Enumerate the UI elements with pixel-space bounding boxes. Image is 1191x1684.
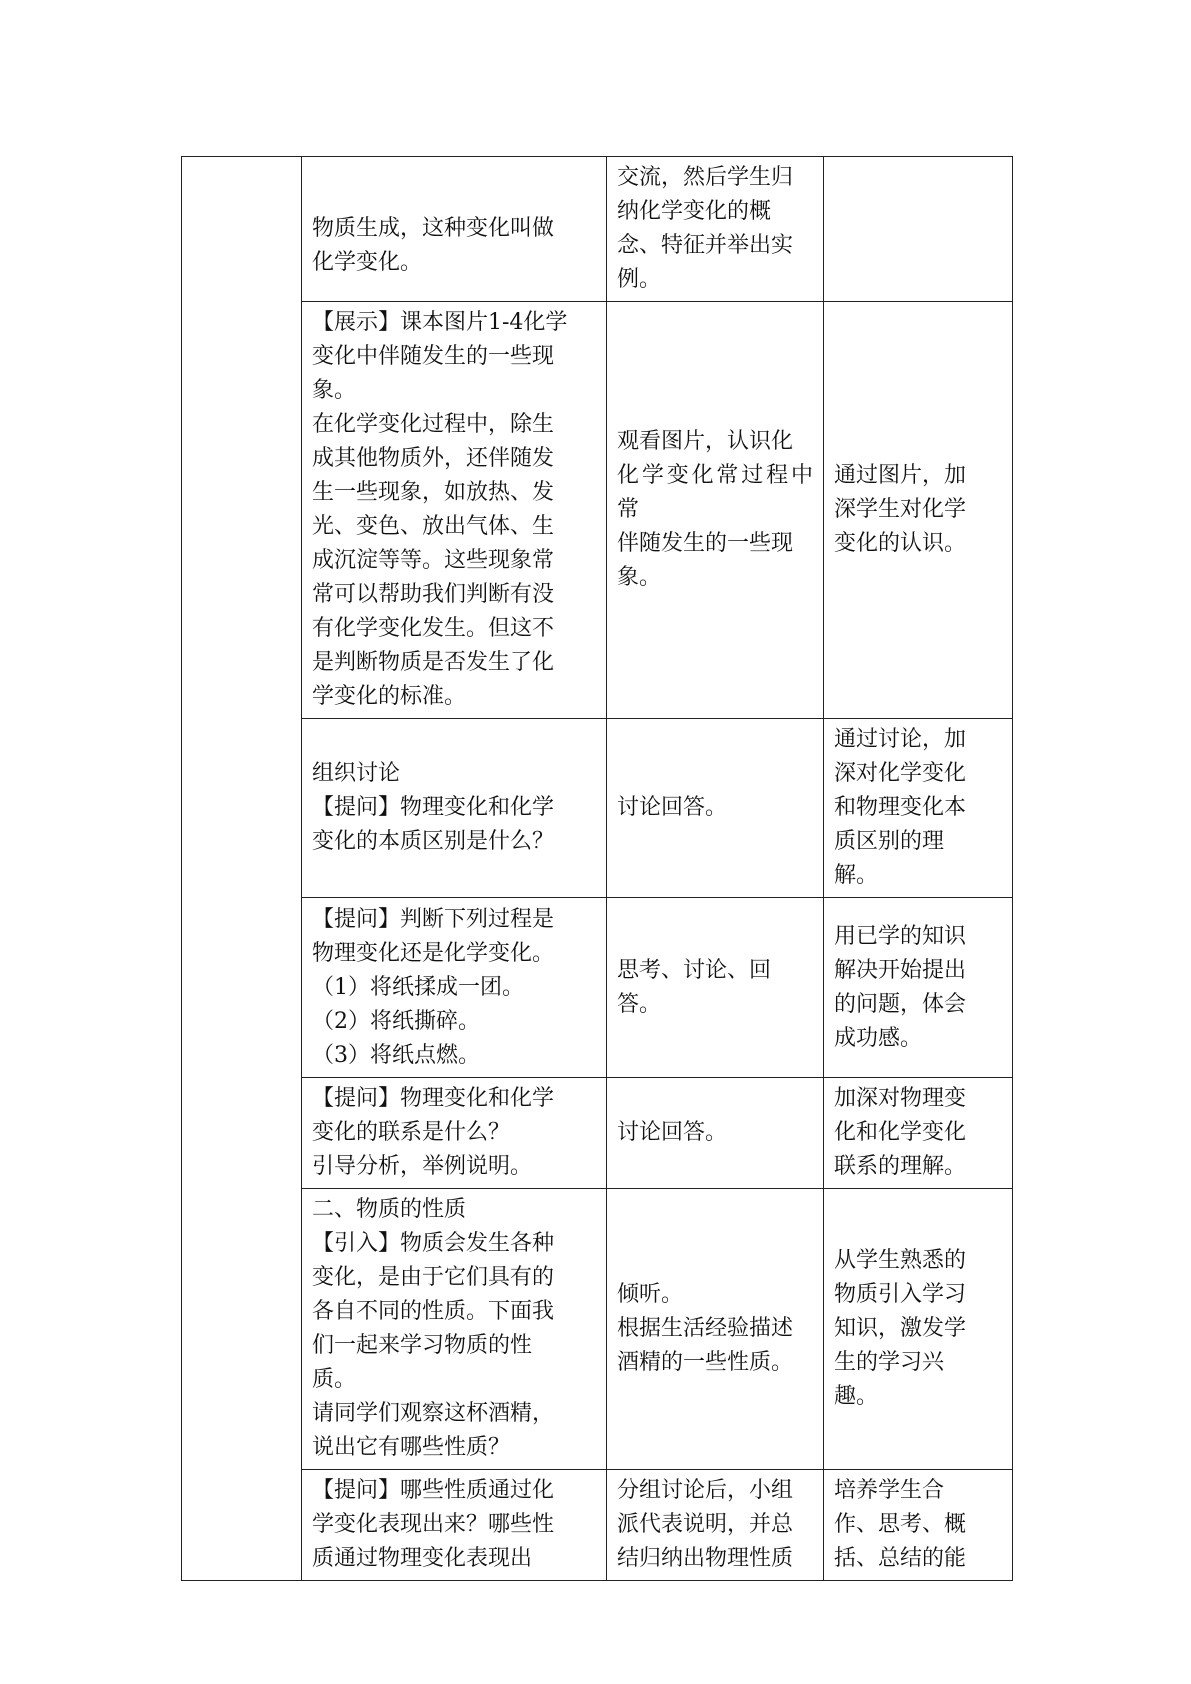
- student-activity-cell: [607, 1470, 824, 1581]
- table-row: [182, 898, 1013, 1078]
- teacher-activity-cell: [302, 1189, 607, 1470]
- design-intent-cell: [824, 1470, 1013, 1581]
- design-intent-text: 加深对物理变 化和化学变化 联系的理解。: [834, 1086, 967, 1179]
- teacher-activity-text: 二、物质的性质 【引入】物质会发生各种 变化，是由于它们具有的 各自不同的性质。下面我 们一起来学习物质的性 质。 请同学们观察这杯酒精， 说出它有哪些性质？: [312, 1197, 555, 1460]
- design-intent-cell: [824, 898, 1013, 1078]
- design-intent-cell: [824, 157, 1013, 302]
- student-activity-cell: [607, 1078, 824, 1189]
- student-activity-text: 倾听。 根据生活经验描述 酒精的一些性质。: [617, 1282, 794, 1375]
- stage-column-cell: [182, 157, 302, 1581]
- design-intent-text: 通过图片，加 深学生对化学 变化的认识。: [834, 463, 967, 556]
- design-intent-text: 培养学生合 作、思考、概 括、总结的能: [834, 1478, 967, 1571]
- student-activity-text: 观看图片，认识化 化学变化常过程中常 伴随发生的一些现 象。: [617, 429, 813, 590]
- student-activity-cell: [607, 1189, 824, 1470]
- teacher-activity-cell: [302, 719, 607, 898]
- design-intent-text: 用已学的知识 解决开始提出 的问题，体会 成功感。: [834, 923, 967, 1051]
- teacher-activity-text: 【展示】课本图片1-4化学 变化中伴随发生的一些现 象。 在化学变化过程中，除生 成其他物质外，还伴随发 生一些现象，如放热、发 光、变色、放出气体、生 成沉淀等等。这些现象常 常可以帮助我们判断有没 有化学变化发生。但这不 是判断物质是否发生了化 学变化的标准。: [312, 310, 568, 709]
- teacher-activity-text: 【提问】判断下列过程是 物理变化还是化学变化。 （1）将纸揉成一团。 （2）将纸撕碎。 （3）将纸点燃。: [312, 906, 555, 1068]
- teacher-activity-cell: [302, 898, 607, 1078]
- student-activity-text: 分组讨论后，小组 派代表说明，并总 结归纳出物理性质: [617, 1478, 794, 1571]
- student-activity-cell: [607, 719, 824, 898]
- design-intent-cell: [824, 1078, 1013, 1189]
- design-intent-cell: [824, 302, 1013, 719]
- student-activity-text: 讨论回答。: [617, 795, 728, 820]
- student-activity-cell: [607, 302, 824, 719]
- design-intent-text: 从学生熟悉的 物质引入学习 知识，激发学 生的学习兴 趣。: [834, 1248, 967, 1409]
- student-activity-cell: [607, 157, 824, 302]
- table-row: [182, 1470, 1013, 1581]
- teacher-activity-cell: [302, 1470, 607, 1581]
- table-row: [182, 1189, 1013, 1470]
- table-row: [182, 1078, 1013, 1189]
- design-intent-text: 通过讨论，加 深对化学变化 和物理变化本 质区别的理 解。: [834, 727, 967, 888]
- student-activity-text: 交流，然后学生归 纳化学变化的概 念、特征并举出实 例。: [617, 165, 794, 292]
- design-intent-cell: [824, 719, 1013, 898]
- teacher-activity-cell: [302, 302, 607, 719]
- table-row: [182, 302, 1013, 719]
- design-intent-cell: [824, 1189, 1013, 1470]
- student-activity-cell: [607, 898, 824, 1078]
- lesson-plan-table: [181, 156, 1013, 1581]
- teacher-activity-text: 物质生成，这种变化叫做 化学变化。: [312, 216, 555, 275]
- teacher-activity-text: 组织讨论 【提问】物理变化和化学 变化的本质区别是什么？: [312, 761, 555, 854]
- student-activity-text: 思考、讨论、回 答。: [617, 957, 772, 1017]
- teacher-activity-text: 【提问】物理变化和化学 变化的联系是什么？ 引导分析，举例说明。: [312, 1086, 555, 1179]
- teacher-activity-text: 【提问】哪些性质通过化 学变化表现出来？哪些性 质通过物理变化表现出: [312, 1478, 555, 1571]
- teacher-activity-cell: [302, 1078, 607, 1189]
- teacher-activity-cell: [302, 157, 607, 302]
- table-row: [182, 157, 1013, 302]
- table-row: [182, 719, 1013, 898]
- student-activity-text: 讨论回答。: [617, 1120, 728, 1145]
